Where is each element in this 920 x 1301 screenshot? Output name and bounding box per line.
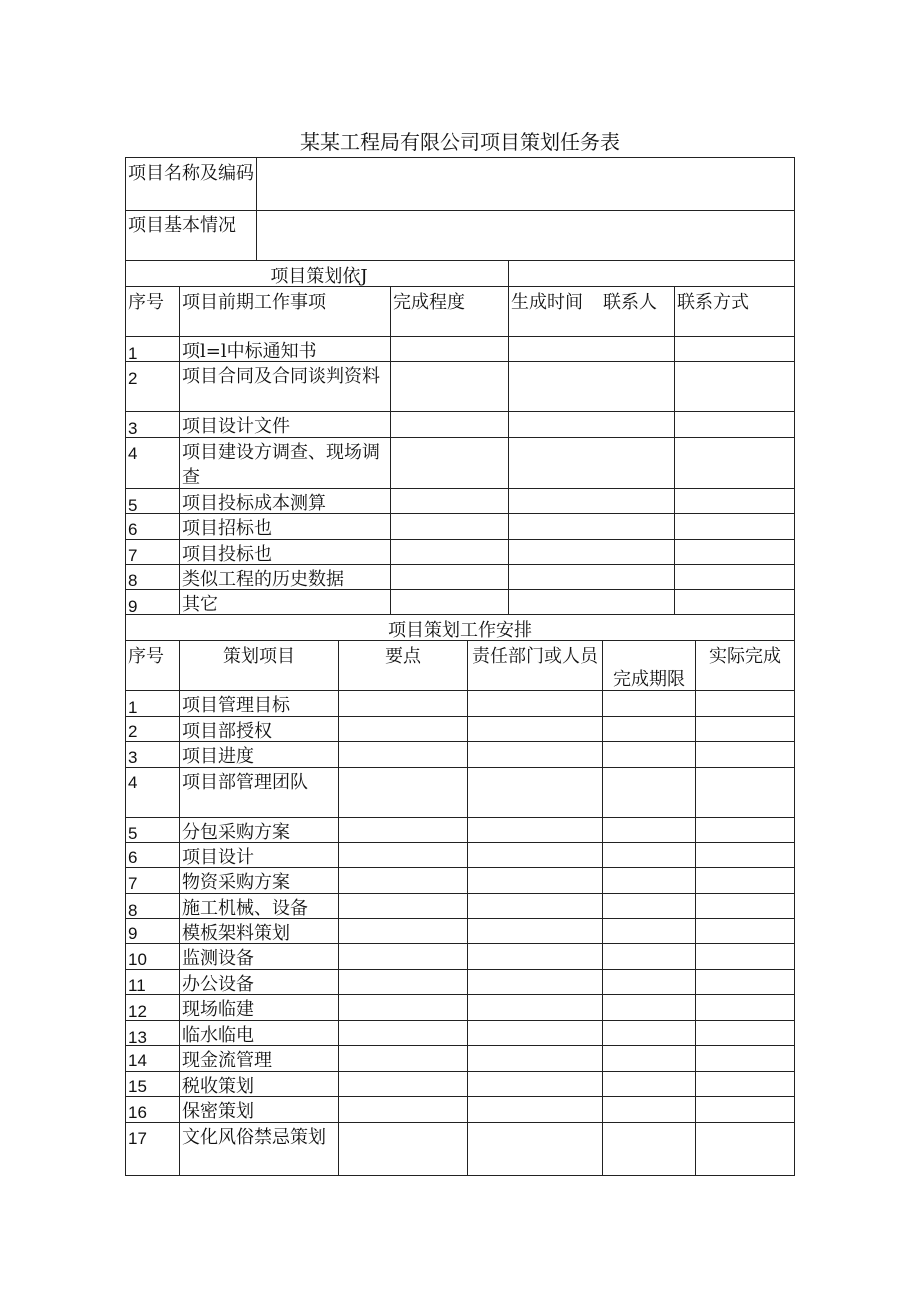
- project-basic-info-label: 项目基本情况: [128, 215, 236, 236]
- s2-col-actual: 实际完成: [709, 646, 781, 667]
- s1-row-item: 项l=l中标通知书: [182, 341, 317, 361]
- document-title: 某某工程局有限公司项目策划任务表: [300, 130, 620, 154]
- s2-row-no: 8: [128, 901, 138, 918]
- s2-row-item: 现金流管理: [182, 1050, 272, 1071]
- s1-row-item: 项目建设方调查、现场调查: [182, 442, 380, 488]
- s1-row-no: 9: [128, 597, 138, 614]
- s2-row-item: 分包采购方案: [182, 822, 290, 842]
- s1-row-no: 6: [128, 520, 138, 539]
- s2-row-no: 15: [128, 1077, 147, 1096]
- s2-row-no: 3: [128, 748, 138, 767]
- s1-row-item: 项目招标也: [182, 518, 272, 539]
- s1-row-item: 项目投标成本测算: [182, 493, 326, 513]
- s2-row-no: 12: [128, 1002, 147, 1020]
- s2-row-item: 保密策划: [182, 1101, 254, 1122]
- s1-row-item: 项目合同及合同谈判资料: [182, 366, 380, 387]
- s2-row-item: 项目部管理团队: [182, 772, 308, 793]
- s2-row-no: 13: [128, 1028, 147, 1045]
- s1-row-no: 5: [128, 496, 138, 513]
- s2-col-no: 序号: [128, 646, 164, 667]
- s1-row-no: 4: [128, 444, 138, 463]
- s1-row-item: 项目投标也: [182, 544, 272, 564]
- s2-row-item: 税收策划: [182, 1076, 254, 1096]
- s2-row-item: 现场临建: [182, 999, 254, 1020]
- s2-row-no: 10: [128, 950, 147, 969]
- s1-col-gen-time: 生成时间: [511, 292, 583, 313]
- s2-row-item: 施工机械、设备: [182, 898, 308, 918]
- s2-row-item: 项目进度: [182, 746, 254, 767]
- s2-row-item: 项目部授权: [182, 721, 272, 741]
- s2-row-no: 7: [128, 874, 138, 893]
- s2-col-plan-item: 策划项目: [223, 646, 295, 667]
- s2-row-no: 14: [128, 1051, 147, 1070]
- s1-col-no: 序号: [128, 292, 164, 313]
- s2-col-deadline: 完成期限: [613, 669, 685, 690]
- project-name-label: 项目名称及编码: [128, 163, 254, 184]
- s1-row-no: 8: [128, 571, 138, 589]
- s2-row-item: 临水临电: [182, 1025, 254, 1045]
- s2-row-no: 11: [128, 976, 146, 994]
- s2-row-no: 2: [128, 722, 138, 741]
- s1-col-progress: 完成程度: [393, 292, 465, 313]
- s1-row-item: 类似工程的历史数据: [182, 569, 344, 589]
- s2-row-item: 项目管理目标: [182, 695, 290, 716]
- s1-row-no: 7: [128, 546, 138, 564]
- s2-row-no: 16: [128, 1103, 147, 1122]
- section1-heading: 项目策划依J: [270, 266, 368, 286]
- s1-col-contact-method: 联系方式: [677, 292, 749, 313]
- s2-row-no: 5: [128, 824, 138, 842]
- s2-row-no: 6: [128, 848, 138, 867]
- s2-row-item: 监测设备: [182, 948, 254, 969]
- s2-row-item: 项目设计: [182, 847, 254, 867]
- s1-row-no: 1: [128, 344, 138, 361]
- s1-col-contact: 联系人: [603, 292, 657, 313]
- s2-col-responsible: 责任部门或人员: [472, 646, 598, 667]
- s1-col-item: 项目前期工作事项: [182, 292, 326, 313]
- s2-col-key-points: 要点: [385, 646, 421, 667]
- s2-row-item: 模板架料策划: [182, 923, 290, 943]
- s1-row-no: 3: [128, 419, 138, 437]
- s2-row-no: 17: [128, 1129, 147, 1148]
- s2-row-no: 9: [128, 924, 138, 943]
- section2-heading: 项目策划工作安排: [388, 620, 532, 640]
- s2-row-item: 文化风俗禁忌策划: [182, 1127, 326, 1148]
- s1-row-item: 其它: [182, 594, 218, 614]
- s1-row-no: 2: [128, 369, 138, 388]
- s2-row-no: 1: [128, 698, 138, 716]
- s2-row-item: 物资采购方案: [182, 872, 290, 893]
- s2-row-item: 办公设备: [182, 974, 254, 994]
- s1-row-item: 项目设计文件: [182, 416, 290, 437]
- s2-row-no: 4: [128, 773, 138, 792]
